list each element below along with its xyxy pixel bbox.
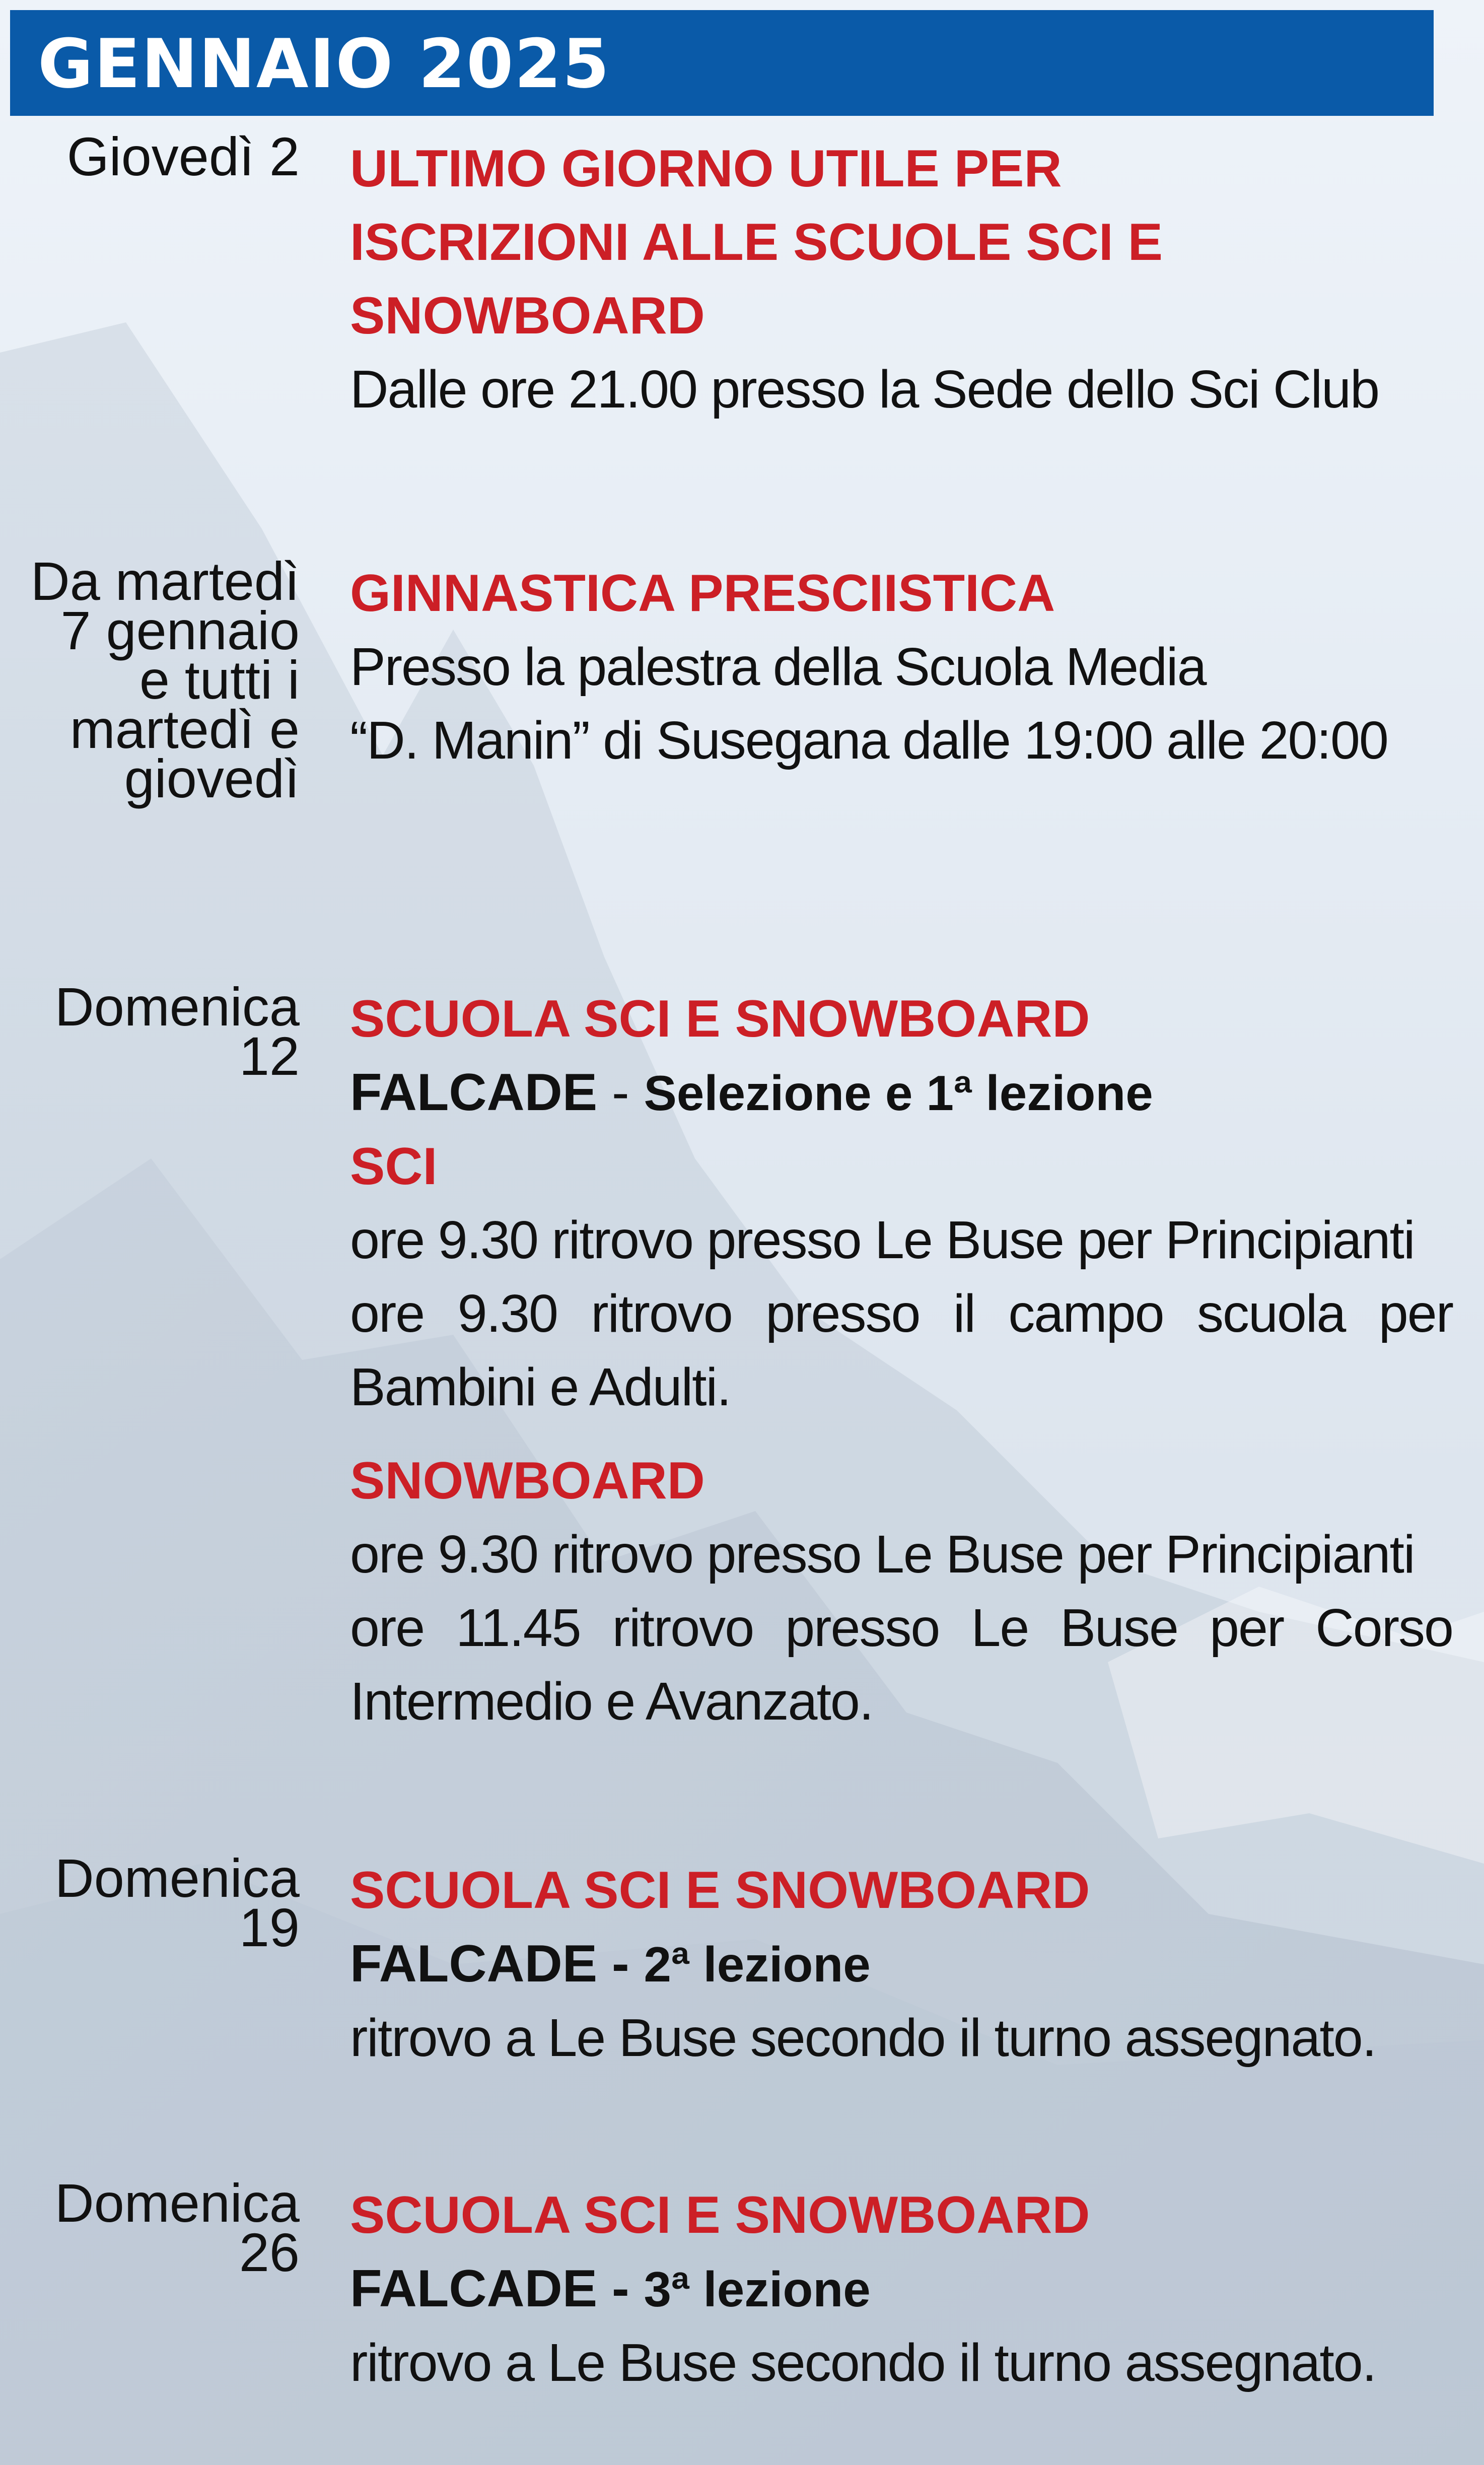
event-content bbox=[350, 982, 1453, 1738]
date-line: Domenica bbox=[54, 1847, 300, 1908]
title-line: SCUOLA SCI E SNOWBOARD bbox=[350, 2186, 1090, 2244]
subtitle-location: FALCADE - bbox=[350, 1935, 644, 1993]
event-detail: ore 9.30 ritrovo presso Le Buse per Principianti bbox=[350, 1210, 1415, 1270]
event-date bbox=[0, 1847, 300, 1958]
event-detail: ritrovo a Le Buse secondo il turno assegnato. bbox=[350, 2333, 1376, 2392]
event-title bbox=[350, 132, 1453, 353]
event-detail: ore 9.30 ritrovo presso il campo scuola per Bambini e Adulti. bbox=[350, 1284, 1453, 1417]
date-line: Domenica bbox=[54, 2172, 300, 2233]
date-line: Da martedì bbox=[30, 551, 300, 611]
event-subtitle bbox=[350, 1056, 1453, 1130]
event-date bbox=[0, 2172, 300, 2283]
date-line: 26 bbox=[239, 2222, 300, 2283]
date-line: 12 bbox=[239, 1025, 300, 1086]
subtitle-separator: - bbox=[597, 1063, 644, 1122]
event-title bbox=[350, 1854, 1453, 1927]
subtitle-location: FALCADE bbox=[350, 1063, 598, 1122]
event-content bbox=[350, 132, 1453, 426]
title-line: SCUOLA SCI E SNOWBOARD bbox=[350, 990, 1090, 1048]
event-detail: “D. Manin” di Susegana dalle 19:00 alle 20:00 bbox=[350, 711, 1388, 770]
event-detail: ore 9.30 ritrovo presso Le Buse per Principianti bbox=[350, 1525, 1415, 1584]
date-line: martedì e bbox=[69, 699, 300, 760]
subtitle-lesson: 3ª lezione bbox=[644, 2262, 871, 2317]
month-title: GENNAIO 2025 bbox=[38, 25, 610, 103]
event-subtitle bbox=[350, 2252, 1453, 2326]
date-line: e tutti i bbox=[139, 649, 300, 710]
event-detail: ore 11.45 ritrovo presso Le Buse per Corso Intermedio e Avanzato. bbox=[350, 1598, 1453, 1731]
event-date bbox=[0, 126, 300, 187]
title-line: ISCRIZIONI ALLE SCUOLE SCI E bbox=[350, 213, 1163, 271]
subtitle-lesson: Selezione e 1ª lezione bbox=[644, 1065, 1153, 1121]
date-line: giovedì bbox=[124, 748, 300, 809]
title-line: SCUOLA SCI E SNOWBOARD bbox=[350, 1861, 1090, 1920]
event-title bbox=[350, 982, 1453, 1056]
event-content bbox=[350, 2178, 1453, 2400]
date-line: Giovedì 2 bbox=[66, 126, 300, 187]
event-detail: Dalle ore 21.00 presso la Sede dello Sci Club bbox=[350, 360, 1379, 419]
event-content bbox=[350, 1854, 1453, 2075]
event-date bbox=[0, 551, 300, 809]
event-detail: Presso la palestra della Scuola Media bbox=[350, 637, 1206, 697]
title-line: ULTIMO GIORNO UTILE PER bbox=[350, 140, 1062, 198]
event-date bbox=[0, 976, 300, 1086]
event-detail: ritrovo a Le Buse secondo il turno assegnato. bbox=[350, 2008, 1376, 2068]
section-heading-sci: SCI bbox=[350, 1137, 438, 1196]
subtitle-lesson: 2ª lezione bbox=[644, 1937, 871, 1992]
date-line: Domenica bbox=[54, 976, 300, 1037]
event-content bbox=[350, 557, 1453, 777]
title-line: SNOWBOARD bbox=[350, 287, 705, 345]
title-line: GINNASTICA PRESCIISTICA bbox=[350, 564, 1055, 623]
section-heading-snowboard: SNOWBOARD bbox=[350, 1452, 705, 1510]
event-title bbox=[350, 2178, 1453, 2252]
event-subtitle bbox=[350, 1927, 1453, 2001]
event-title bbox=[350, 557, 1453, 630]
date-line: 19 bbox=[239, 1897, 300, 1958]
section-gap bbox=[350, 1424, 1453, 1444]
subtitle-location: FALCADE - bbox=[350, 2259, 644, 2318]
date-line: 7 gennaio bbox=[60, 600, 300, 661]
